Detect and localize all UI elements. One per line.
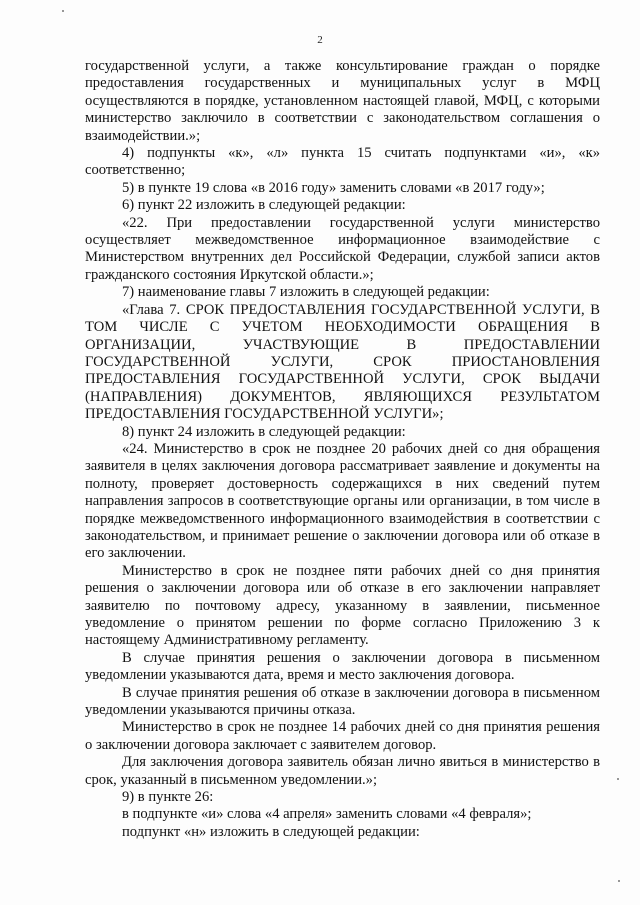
- paragraph: 7) наименование главы 7 изложить в следующей редакции:: [122, 284, 490, 301]
- scan-artifact-dot: [617, 778, 619, 780]
- paragraph: «22. При предоставлении государственной услуги министерство осуществляет межведомственное информационное взаимодействие с Министерством внутренних дел Российской Федерации, службой записи актов гражданского состояния Иркутской области.»;: [85, 214, 600, 283]
- scan-artifact-dot: [62, 10, 64, 12]
- page-number: 2: [317, 34, 323, 46]
- paragraph: 6) пункт 22 изложить в следующей редакции:: [122, 197, 406, 214]
- paragraph: Министерство в срок не позднее 14 рабочих дней со дня принятия решения о заключении договора заключает с заявителем договор.: [85, 719, 600, 753]
- paragraph: 5) в пункте 19 слова «в 2016 году» заменить словами «в 2017 году»;: [122, 179, 545, 196]
- paragraph: «24. Министерство в срок не позднее 20 рабочих дней со дня обращения заявителя в целях заключения договора рассматривает заявление и документы на полноту, проверяет достоверность содержащихся в них сведений путем направления запросов в соответствующие органы или организации, в том числе в порядке межведомственного информационного взаимодействия в соответствии с законодательством, и принимает решение о заключении договора или об отказе в его заключении.: [85, 440, 600, 562]
- paragraph: 9) в пункте 26:: [122, 789, 214, 806]
- paragraph: подпункт «н» изложить в следующей редакции:: [122, 823, 420, 840]
- paragraph: «Глава 7. СРОК ПРЕДОСТАВЛЕНИЯ ГОСУДАРСТВЕННОЙ УСЛУГИ, В ТОМ ЧИСЛЕ С УЧЕТОМ НЕОБХОДИМОСТИ ОБРАЩЕНИЯ В ОРГАНИЗАЦИИ, УЧАСТВУЮЩИЕ В ПРЕДОСТАВЛЕНИИ ГОСУДАРСТВЕННОЙ УСЛУГИ, СРОК ПРИОСТАНОВЛЕНИЯ ПРЕДОСТАВЛЕНИЯ ГОСУДАРСТВЕННОЙ УСЛУГИ, СРОК ВЫДАЧИ (НАПРАВЛЕНИЯ) ДОКУМЕНТОВ, ЯВЛЯЮЩИХСЯ РЕЗУЛЬТАТОМ ПРЕДОСТАВЛЕНИЯ ГОСУДАРСТВЕННОЙ УСЛУГИ»;: [85, 301, 600, 423]
- paragraph: государственной услуги, а также консультирование граждан о порядке предоставления государственных и муниципальных услуг в МФЦ осуществляются в порядке, установленном настоящей главой, МФЦ, с которыми министерство заключило в соответствии с законодательством соглашения о взаимодействии.»;: [85, 58, 600, 144]
- paragraph: Для заключения договора заявитель обязан лично явиться в министерство в срок, указанный в письменном уведомлении.»;: [85, 754, 600, 788]
- paragraph: 8) пункт 24 изложить в следующей редакции:: [122, 423, 406, 440]
- paragraph: В случае принятия решения об отказе в заключении договора в письменном уведомлении указываются причины отказа.: [85, 684, 600, 719]
- scan-artifact-dot: [618, 880, 620, 882]
- paragraph: В случае принятия решения о заключении договора в письменном уведомлении указываются дата, время и место заключения договора.: [85, 649, 600, 684]
- paragraph: в подпункте «и» слова «4 апреля» заменить словами «4 февраля»;: [122, 806, 532, 823]
- paragraph: 4) подпункты «к», «л» пункта 15 считать подпунктами «и», «к» соответственно;: [85, 145, 600, 179]
- document-body: [85, 58, 600, 841]
- paragraph: Министерство в срок не позднее пяти рабочих дней со дня принятия решения о заключении договора или об отказе в его заключении направляет заявителю по почтовому адресу, указанному в заявлении, письменное уведомление о принятом решении по форме согласно Приложению 3 к настоящему Административному регламенту.: [85, 562, 600, 649]
